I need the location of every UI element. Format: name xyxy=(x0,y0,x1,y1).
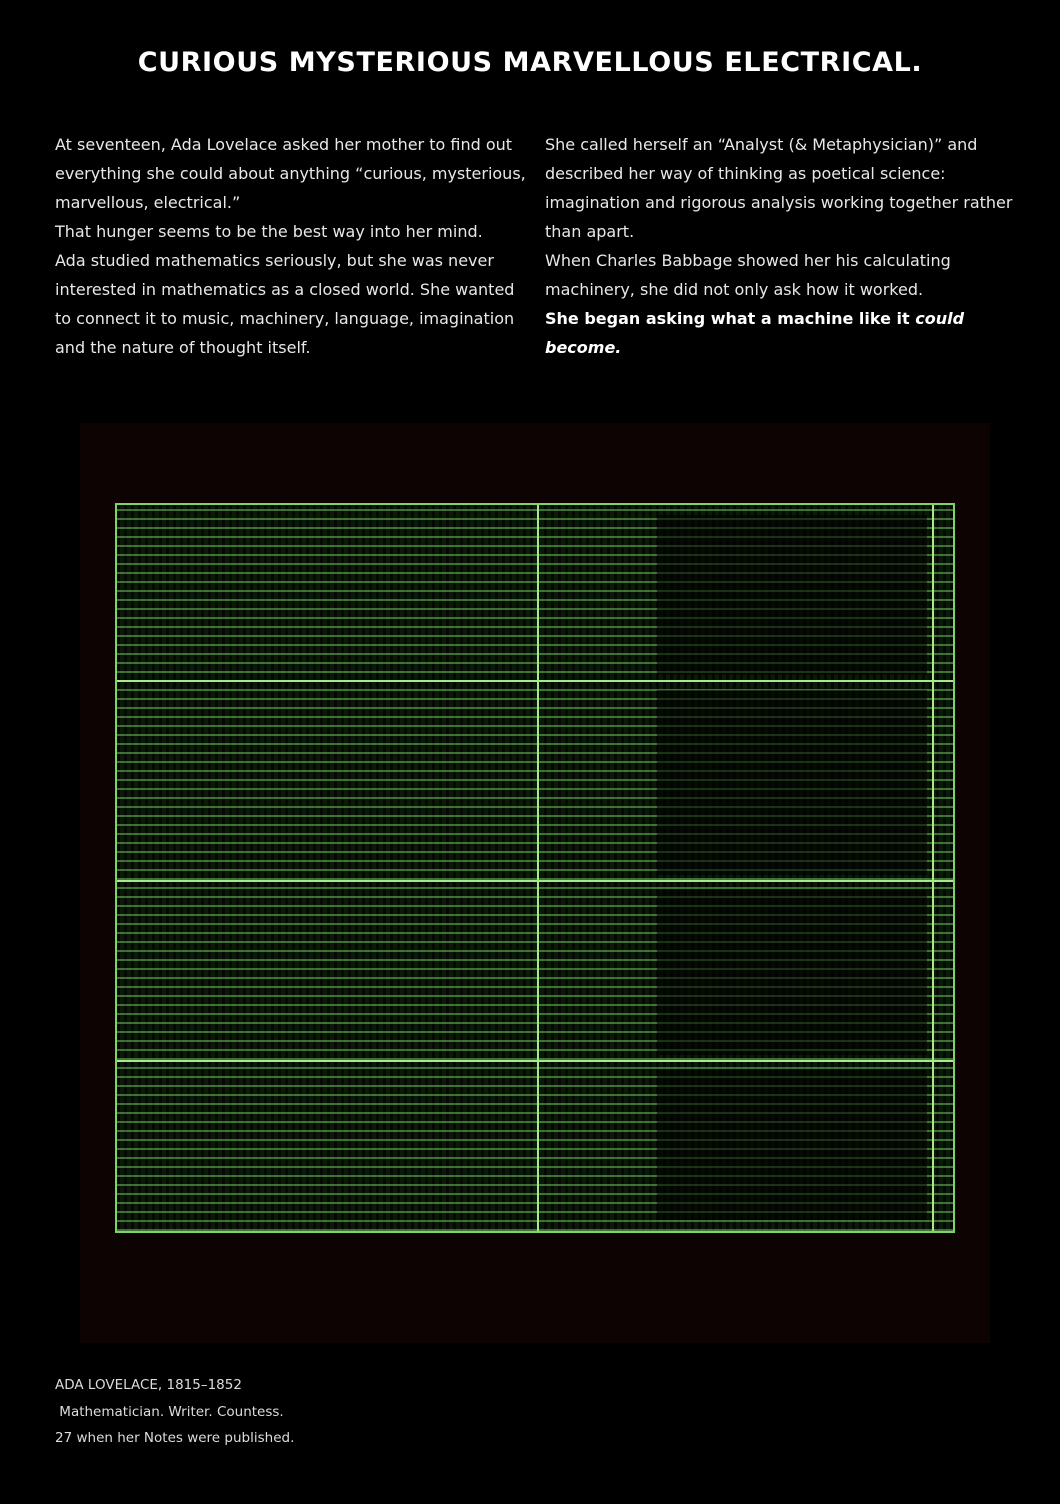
art-divider-horizontal xyxy=(117,1060,953,1062)
ascii-art-image xyxy=(80,423,990,1343)
art-divider-vertical xyxy=(537,505,539,1231)
art-divider-horizontal xyxy=(117,680,953,682)
emphasis-lead: She began asking what a machine like it xyxy=(545,309,916,328)
caption xyxy=(55,1372,294,1452)
intro-left-column xyxy=(55,130,527,362)
caption-roles: Mathematician. Writer. Countess. xyxy=(55,1403,284,1420)
art-sparse-region xyxy=(657,515,927,675)
art-sparse-region xyxy=(657,890,927,1055)
paragraph: She called herself an “Analyst (& Metaphysician)” and described her way of thinking as poetical science: imagination and rigorous analysis working together rather than apart. xyxy=(545,135,1013,241)
caption-note: 27 when her Notes were published. xyxy=(55,1430,295,1446)
art-sparse-region xyxy=(657,1070,927,1220)
art-divider-horizontal xyxy=(117,880,953,882)
paragraph: At seventeen, Ada Lovelace asked her mother to find out everything she could about anything “curious, mysterious, marvellous, electrical.” xyxy=(55,135,526,212)
intro-right-column xyxy=(545,130,1015,362)
paragraph: That hunger seems to be the best way into her mind. xyxy=(55,222,483,241)
emphasis-sentence xyxy=(545,304,1015,362)
ascii-art-grid xyxy=(115,503,955,1233)
art-divider-vertical xyxy=(932,505,934,1231)
caption-name-dates: ADA LOVELACE, 1815–1852 xyxy=(55,1377,242,1393)
paragraph: Ada studied mathematics seriously, but she was never interested in mathematics as a closed world. She wanted to connect it to music, machinery, language, imagination and the nature of thought itself. xyxy=(55,251,515,357)
emphasis-italic: could become. xyxy=(545,309,965,357)
art-sparse-region xyxy=(657,690,927,875)
headline: CURIOUS MYSTERIOUS MARVELLOUS ELECTRICAL. xyxy=(137,47,923,78)
paragraph: When Charles Babbage showed her his calculating machinery, she did not only ask how it worked. xyxy=(545,251,951,299)
